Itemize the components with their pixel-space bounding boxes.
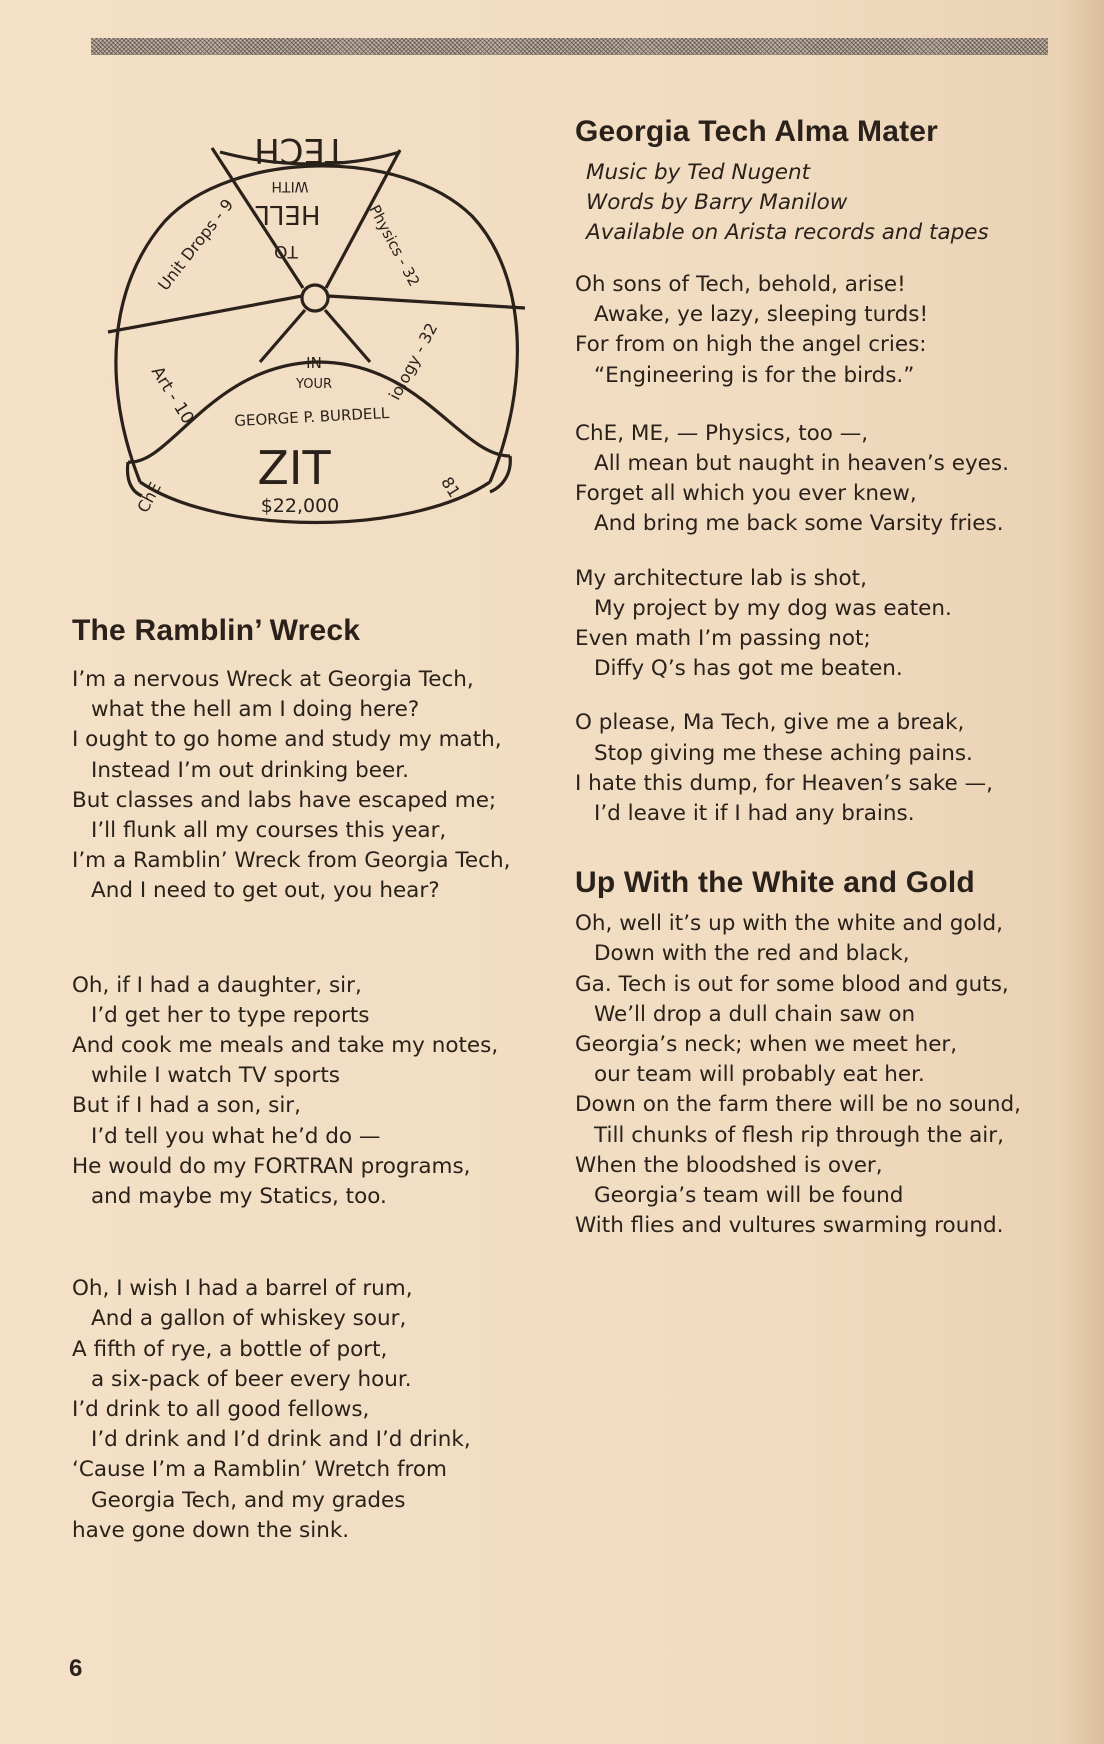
lyric-line: With flies and vultures swarming round. <box>575 1213 1004 1239</box>
lyric-line: I’d tell you what he’d do — <box>91 1123 381 1149</box>
lyric-line: I’d get her to type reports <box>91 1002 370 1028</box>
lyric-line: and maybe my Statics, too. <box>91 1184 387 1210</box>
beanie-illustration <box>100 136 530 546</box>
stanza <box>72 665 552 907</box>
lyric-line: For from on high the angel cries: <box>575 332 927 358</box>
hat-center-text: IN <box>306 354 322 372</box>
alma-mater-title: Georgia Tech Alma Mater <box>575 115 939 148</box>
lyric-line: while I watch TV sports <box>91 1063 341 1089</box>
lyric-line: I ought to go home and study my math, <box>72 727 502 753</box>
alma-mater-credits <box>586 158 1045 248</box>
top-decorative-rule <box>91 38 1048 55</box>
lyric-line: Oh, I wish I had a barrel of rum, <box>72 1276 413 1302</box>
white-and-gold-lyrics <box>575 909 1045 1241</box>
ramblin-wreck-title: The Ramblin’ Wreck <box>72 614 361 647</box>
lyric-line: Diffy Q’s has got me beaten. <box>594 656 903 682</box>
lyric-line: ChE, ME, — Physics, too —, <box>575 420 869 446</box>
hat-top-text: TECH <box>254 136 346 170</box>
hat-top-bottom-text: TO <box>274 241 298 261</box>
lyric-line: He would do my FORTRAN programs, <box>72 1153 471 1179</box>
hat-brim-name: GEORGE P. BURDELL <box>233 403 390 431</box>
lyric-line: We’ll drop a dull chain saw on <box>594 1001 916 1027</box>
ramblin-wreck-lyrics <box>72 665 552 1546</box>
lyric-line: Even math I’m passing not; <box>575 626 871 652</box>
lyric-line: a six-pack of beer every hour. <box>91 1366 412 1392</box>
lyric-line: Down with the red and black, <box>594 941 910 967</box>
stanza <box>575 564 1045 685</box>
lyric-line: Ga. Tech is out for some blood and guts, <box>575 971 1009 997</box>
lyric-line: But classes and labs have escaped me; <box>72 787 497 813</box>
hat-lower-left-text: Art - 10 <box>146 362 198 428</box>
right-column <box>575 112 1045 1241</box>
lyric-line: I’d leave it if I had any brains. <box>594 801 915 827</box>
lyric-line: All mean but naught in heaven’s eyes. <box>594 451 1009 477</box>
stanza <box>575 270 1045 391</box>
lyric-line: My project by my dog was eaten. <box>594 595 952 621</box>
alma-mater-lyrics <box>575 270 1045 829</box>
lyric-line: Oh sons of Tech, behold, arise! <box>575 272 906 297</box>
lyric-line: O please, Ma Tech, give me a break, <box>575 710 965 736</box>
lyric-line: Oh, well it’s up with the white and gold, <box>575 911 1003 937</box>
lyric-line: Georgia Tech, and my grades <box>91 1487 406 1513</box>
hat-lower-right-text: iology - 32 <box>384 319 442 404</box>
lyric-line: Stop giving me these aching pains. <box>594 740 973 766</box>
lyric-line: I’d drink and I’d drink and I’d drink, <box>91 1427 471 1453</box>
left-column <box>72 611 552 1546</box>
hat-left-panel-text: Unit Drops - 9 <box>154 195 238 295</box>
page-number: 6 <box>69 1655 83 1682</box>
stanza <box>575 708 1045 829</box>
lyric-line: Oh, if I had a daughter, sir, <box>72 972 362 998</box>
lyric-line: And I need to get out, you hear? <box>91 878 440 904</box>
credit-availability: Available on Arista records and tapes <box>586 220 989 245</box>
lyric-line: what the hell am I doing here? <box>91 697 420 723</box>
lyric-line: When the bloodshed is over, <box>575 1152 883 1178</box>
hat-brim-amount: $22,000 <box>260 495 340 517</box>
lyric-line: I hate this dump, for Heaven’s sake —, <box>575 770 993 796</box>
lyric-line: ‘Cause I’m a Ramblin’ Wretch from <box>72 1457 447 1483</box>
lyric-line: Down on the farm there will be no sound, <box>575 1092 1021 1118</box>
lyric-line: But if I had a son, sir, <box>72 1093 301 1119</box>
lyric-line: Awake, ye lazy, sleeping turds! <box>594 302 929 328</box>
lyric-line: Forget all which you ever knew, <box>575 481 917 507</box>
lyric-line: And a gallon of whiskey sour, <box>91 1306 407 1332</box>
lyric-line: And cook me meals and take my notes, <box>72 1033 499 1059</box>
stanza <box>575 419 1045 540</box>
hat-top-small-text: WITH <box>271 178 309 194</box>
lyric-line: Georgia’s team will be found <box>594 1183 904 1209</box>
credit-words: Words by Barry Manilow <box>586 190 848 215</box>
lyric-line: Till chunks of flesh rip through the air, <box>594 1122 1004 1148</box>
lyric-line: I’d drink to all good fellows, <box>72 1397 370 1423</box>
lyric-line: And bring me back some Varsity fries. <box>594 511 1004 537</box>
lyric-line: our team will probably eat her. <box>594 1062 925 1088</box>
lyric-line: I’m a Ramblin’ Wreck from Georgia Tech, <box>72 848 511 874</box>
stanza <box>72 971 552 1213</box>
credit-music: Music by Ted Nugent <box>586 160 811 185</box>
stanza <box>72 1274 552 1546</box>
hat-center-text-2: YOUR <box>295 377 333 392</box>
white-and-gold-title: Up With the White and Gold <box>575 866 975 900</box>
hat-right-panel-text: Physics - 32 <box>365 201 424 290</box>
hat-brim-right: 81 <box>437 473 465 501</box>
lyric-line: My architecture lab is shot, <box>575 565 867 591</box>
lyric-line: A fifth of rye, a bottle of port, <box>72 1336 388 1362</box>
hat-brim-title: ZIT <box>257 441 331 495</box>
hat-top-mid-text: HELL <box>255 199 321 229</box>
lyric-line: Georgia’s neck; when we meet her, <box>575 1032 958 1058</box>
lyric-line: I’ll flunk all my courses this year, <box>91 818 447 844</box>
lyric-line: have gone down the sink. <box>72 1517 350 1543</box>
lyric-line: Instead I’m out drinking beer. <box>91 757 409 783</box>
lyric-line: I’m a nervous Wreck at Georgia Tech, <box>72 667 474 692</box>
hat-brim-left: ChE <box>133 479 165 516</box>
lyric-line: “Engineering is for the birds.” <box>594 362 915 388</box>
